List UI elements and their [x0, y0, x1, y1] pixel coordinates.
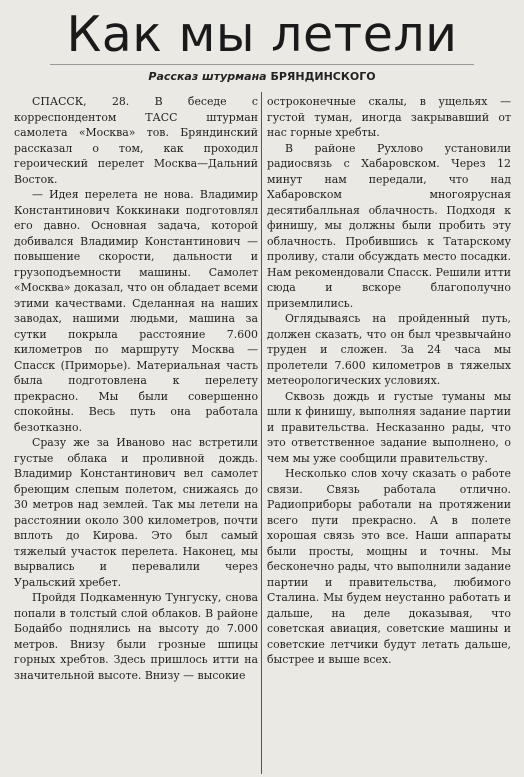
byline	[0, 70, 524, 83]
headline: Как мы летели	[66, 6, 458, 63]
paragraph: Оглядываясь на пройденный путь, должен сказать, что он был чрезвычайно труден и сложен. За 24 часа мы пролетели 7.600 километров в тяжелых метеорологических условиях.	[267, 312, 511, 387]
paragraph: остроконечные скалы, в ущельях — густой туман, иногда закрывавший от нас горные хребты.	[267, 95, 511, 139]
paragraph: Несколько слов хочу сказать о работе связи. Связь работала отлично. Радиоприборы работали на протяжении всего пути прекрасно. А в полете хорошая связь это все. Наши аппараты были просты, мощны и точны. Мы бесконечно рады, что выполнили задание партии и правительства, любимого Сталина. Мы будем неустанно работать и дальше, на деле доказывая, что советская авиация, советские машины и советские летчики будут летать дальше, быстрее и выше всех.	[267, 467, 511, 666]
paragraph: Сразу же за Иваново нас встретили густые облака и проливной дождь. Владимир Константинович вел самолет бреющим слепым полетом, снижаясь до 30 метров над землей. Так мы летели на расстоянии около 300 километров, почти вплоть до Кирова. Это был самый тяжелый участок перелета. Наконец, мы вырвались и перевалили через Уральский хребет.	[14, 436, 258, 589]
column-divider	[261, 92, 262, 774]
byline-name: БРЯНДИНСКОГО	[270, 70, 376, 83]
left-column	[14, 94, 258, 774]
paragraph: Пройдя Подкаменную Тунгуску, снова попали в толстый слой облаков. В районе Бодайбо поднялись на высоту до 7.000 метров. Внизу были грозные шпицы горных хребтов. Здесь пришлось итти на значительной высоте. Внизу — высокие	[14, 591, 258, 682]
paragraph: — Идея перелета не нова. Владимир Константинович Коккинаки подготовлял его давно. Основная задача, которой добивался Владимир Константинович — повышение скорости, дальности и грузоподъемности машины. Самолет «Москва» доказал, что он обладает всеми этими качествами. Сделанная на наших заводах, нашими людьми, машина за сутки покрыла расстояние 7.600 километров по маршруту Москва — Спасск (Приморье). Материальная часть была подготовлена к перелету прекрасно. Мы были совершенно спокойны. Весь путь она работала безотказно.	[14, 188, 258, 434]
paragraph: Сквозь дождь и густые туманы мы шли к финишу, выполняя задание партии и правительства. Несказанно рады, что это ответственное задание выполнено, о чем мы уже сообщили правительству.	[267, 389, 511, 465]
paragraph: СПАССК, 28. В беседе с корреспондентом ТАСС штурман самолета «Москва» тов. Бряндинский рассказал о том, как проходил героический перелет Москва—Дальний Восток.	[14, 95, 258, 186]
headline-divider	[50, 64, 474, 65]
right-column	[267, 94, 511, 774]
byline-prefix: Рассказ штурмана	[148, 70, 267, 83]
paragraph: В районе Рухлово установили радиосвязь с Хабаровском. Через 12 минут нам передали, что над Хабаровском многоярусная десятибалльная облачность. Подходя к финишу, мы должны были пробить эту облачность. Пробившись к Татарскому проливу, стали обсуждать место посадки. Нам рекомендовали Спасск. Решили итти сюда и вскоре благополучно приземлились.	[267, 141, 511, 310]
